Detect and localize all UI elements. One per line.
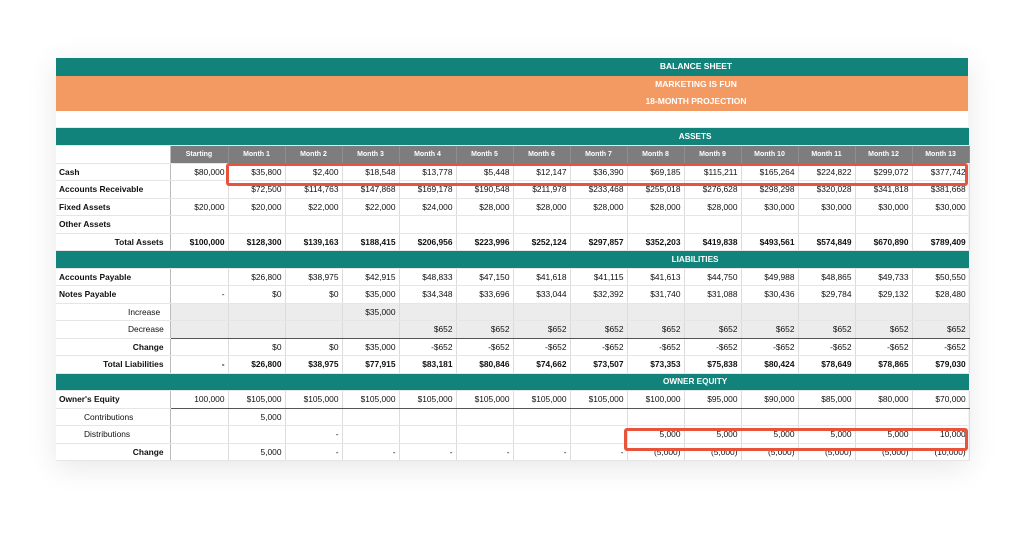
- column-header: Month 4: [399, 146, 456, 164]
- table-cell[interactable]: -: [170, 286, 228, 304]
- table-cell[interactable]: $36,390: [570, 163, 627, 181]
- table-cell[interactable]: $652: [912, 321, 969, 339]
- table-cell[interactable]: $29,132: [855, 286, 912, 304]
- table-cell[interactable]: $652: [684, 321, 741, 339]
- table-cell[interactable]: (5,000): [741, 443, 798, 461]
- table-cell[interactable]: $50,550: [912, 268, 969, 286]
- table-cell[interactable]: $105,000: [513, 391, 570, 409]
- table-cell[interactable]: [228, 216, 285, 234]
- table-cell[interactable]: $105,000: [456, 391, 513, 409]
- table-row: [56, 303, 969, 321]
- table-cell[interactable]: $78,649: [798, 356, 855, 374]
- table-cell[interactable]: $298,298: [741, 181, 798, 199]
- table-cell[interactable]: [741, 216, 798, 234]
- table-cell[interactable]: $352,203: [627, 233, 684, 251]
- table-cell[interactable]: -: [570, 443, 627, 461]
- table-cell[interactable]: [570, 426, 627, 444]
- table-row: [56, 321, 969, 339]
- table-cell[interactable]: $299,072: [855, 163, 912, 181]
- table-cell[interactable]: $72,500: [228, 181, 285, 199]
- table-cell[interactable]: -: [513, 443, 570, 461]
- table-cell[interactable]: [170, 216, 228, 234]
- table-cell[interactable]: $128,300: [228, 233, 285, 251]
- table-cell[interactable]: $79,030: [912, 356, 969, 374]
- table-cell[interactable]: -: [285, 426, 342, 444]
- table-cell[interactable]: $35,000: [342, 338, 399, 356]
- table-cell[interactable]: [170, 408, 228, 426]
- table-cell[interactable]: (5,000): [798, 443, 855, 461]
- table-cell[interactable]: $85,000: [798, 391, 855, 409]
- table-cell[interactable]: $20,000: [228, 198, 285, 216]
- table-cell[interactable]: [342, 321, 399, 339]
- table-row: [56, 233, 969, 251]
- table-cell[interactable]: [855, 216, 912, 234]
- table-cell[interactable]: $48,833: [399, 268, 456, 286]
- table-cell[interactable]: $105,000: [570, 391, 627, 409]
- table-cell[interactable]: $341,818: [855, 181, 912, 199]
- table-cell[interactable]: $652: [570, 321, 627, 339]
- table-cell[interactable]: [456, 426, 513, 444]
- table-cell[interactable]: [684, 216, 741, 234]
- row-label: Contributions: [56, 408, 170, 426]
- table-cell[interactable]: [170, 321, 228, 339]
- table-cell[interactable]: $26,800: [228, 268, 285, 286]
- table-cell[interactable]: [513, 426, 570, 444]
- table-cell[interactable]: $80,846: [456, 356, 513, 374]
- table-cell[interactable]: [342, 426, 399, 444]
- table-cell[interactable]: $73,507: [570, 356, 627, 374]
- table-cell[interactable]: $69,185: [627, 163, 684, 181]
- table-cell[interactable]: $80,000: [170, 163, 228, 181]
- table-cell[interactable]: $29,784: [798, 286, 855, 304]
- balance-sheet: [56, 58, 968, 461]
- table-cell[interactable]: $28,000: [627, 198, 684, 216]
- table-cell[interactable]: -$652: [513, 338, 570, 356]
- column-header: Month 11: [798, 146, 855, 164]
- column-header: Month 9: [684, 146, 741, 164]
- header-corner: [56, 146, 170, 164]
- table-cell[interactable]: $80,424: [741, 356, 798, 374]
- table-cell[interactable]: 5,000: [798, 426, 855, 444]
- table-cell[interactable]: $0: [228, 286, 285, 304]
- table-cell[interactable]: $105,000: [399, 391, 456, 409]
- table-cell[interactable]: $28,000: [570, 198, 627, 216]
- row-label: Increase: [56, 303, 170, 321]
- table-cell[interactable]: [513, 408, 570, 426]
- table-row: [56, 268, 969, 286]
- table-cell[interactable]: [570, 303, 627, 321]
- table-cell[interactable]: $276,628: [684, 181, 741, 199]
- table-cell[interactable]: 5,000: [855, 426, 912, 444]
- table-cell[interactable]: $77,915: [342, 356, 399, 374]
- table-cell[interactable]: $33,696: [456, 286, 513, 304]
- table-cell[interactable]: $419,838: [684, 233, 741, 251]
- column-header: Starting: [170, 146, 228, 164]
- table-cell[interactable]: [342, 216, 399, 234]
- table-cell[interactable]: $38,975: [285, 268, 342, 286]
- table-cell[interactable]: $90,000: [741, 391, 798, 409]
- table-cell[interactable]: $47,150: [456, 268, 513, 286]
- table-cell[interactable]: $574,849: [798, 233, 855, 251]
- table-cell[interactable]: $75,838: [684, 356, 741, 374]
- table-cell[interactable]: $31,088: [684, 286, 741, 304]
- table-cell[interactable]: [855, 408, 912, 426]
- projection-label: 18-MONTH PROJECTION: [56, 93, 968, 111]
- table-cell[interactable]: 5,000: [228, 408, 285, 426]
- table-row: [56, 443, 969, 461]
- sheet-title: BALANCE SHEET: [56, 58, 968, 76]
- table-cell[interactable]: $28,000: [684, 198, 741, 216]
- table-cell[interactable]: [285, 216, 342, 234]
- table-cell[interactable]: $670,890: [855, 233, 912, 251]
- table-cell[interactable]: -$652: [741, 338, 798, 356]
- table-cell[interactable]: $30,436: [741, 286, 798, 304]
- table-cell[interactable]: $34,348: [399, 286, 456, 304]
- table-cell[interactable]: $188,415: [342, 233, 399, 251]
- table-cell[interactable]: (5,000): [627, 443, 684, 461]
- table-cell[interactable]: $20,000: [170, 198, 228, 216]
- table-cell[interactable]: $31,740: [627, 286, 684, 304]
- table-cell[interactable]: $28,480: [912, 286, 969, 304]
- row-label: Notes Payable: [56, 286, 170, 304]
- table-cell[interactable]: [456, 408, 513, 426]
- table-cell[interactable]: $74,662: [513, 356, 570, 374]
- table-cell[interactable]: $30,000: [912, 198, 969, 216]
- table-cell[interactable]: [513, 216, 570, 234]
- table-cell[interactable]: $30,000: [855, 198, 912, 216]
- table-cell[interactable]: [741, 408, 798, 426]
- column-header: Month 7: [570, 146, 627, 164]
- table-cell[interactable]: $32,392: [570, 286, 627, 304]
- table-cell[interactable]: $30,000: [741, 198, 798, 216]
- row-label: Total Liabilities: [56, 356, 170, 374]
- table-cell[interactable]: $26,800: [228, 356, 285, 374]
- table-cell[interactable]: $165,264: [741, 163, 798, 181]
- table-cell[interactable]: 5,000: [684, 426, 741, 444]
- table-cell[interactable]: $48,865: [798, 268, 855, 286]
- table-cell[interactable]: -$652: [627, 338, 684, 356]
- table-cell[interactable]: $5,448: [456, 163, 513, 181]
- table-cell[interactable]: $233,468: [570, 181, 627, 199]
- table-cell[interactable]: -: [170, 356, 228, 374]
- table-cell[interactable]: [170, 181, 228, 199]
- table-cell[interactable]: $0: [285, 286, 342, 304]
- table-cell[interactable]: 5,000: [627, 426, 684, 444]
- table-cell[interactable]: $12,147: [513, 163, 570, 181]
- table-cell[interactable]: $652: [456, 321, 513, 339]
- table-cell[interactable]: 5,000: [741, 426, 798, 444]
- column-header: Month 12: [855, 146, 912, 164]
- table-cell[interactable]: $320,028: [798, 181, 855, 199]
- table-cell[interactable]: [170, 338, 228, 356]
- column-header-row: [56, 146, 969, 164]
- table-cell[interactable]: $41,618: [513, 268, 570, 286]
- table-cell[interactable]: $35,000: [342, 286, 399, 304]
- table-cell[interactable]: $789,409: [912, 233, 969, 251]
- column-header: Month 2: [285, 146, 342, 164]
- row-label: Change: [56, 338, 170, 356]
- equity-section-header: [56, 373, 969, 391]
- equity-section-title: OWNER EQUITY: [56, 373, 969, 391]
- table-row: [56, 198, 969, 216]
- table-cell[interactable]: $38,975: [285, 356, 342, 374]
- table-cell[interactable]: $105,000: [285, 391, 342, 409]
- table-cell[interactable]: [912, 216, 969, 234]
- liabilities-section-header: [56, 251, 969, 269]
- table-cell[interactable]: $206,956: [399, 233, 456, 251]
- table-cell[interactable]: -$652: [399, 338, 456, 356]
- table-cell[interactable]: $44,750: [684, 268, 741, 286]
- table-cell[interactable]: $147,868: [342, 181, 399, 199]
- table-cell[interactable]: $80,000: [855, 391, 912, 409]
- column-header: Month 1: [228, 146, 285, 164]
- table-cell[interactable]: $83,181: [399, 356, 456, 374]
- table-cell[interactable]: [399, 216, 456, 234]
- table-cell[interactable]: $115,211: [684, 163, 741, 181]
- column-header: Month 13: [912, 146, 969, 164]
- table-row: [56, 181, 969, 199]
- row-label: Decrease: [56, 321, 170, 339]
- table-cell[interactable]: $18,548: [342, 163, 399, 181]
- column-header: Month 5: [456, 146, 513, 164]
- table-row: [56, 163, 969, 181]
- table-cell[interactable]: [798, 216, 855, 234]
- table-cell[interactable]: -$652: [912, 338, 969, 356]
- blank-row[interactable]: [56, 111, 968, 129]
- table-cell[interactable]: $224,822: [798, 163, 855, 181]
- table-cell[interactable]: $100,000: [170, 233, 228, 251]
- balance-grid: [56, 128, 970, 461]
- table-cell[interactable]: [228, 303, 285, 321]
- table-cell[interactable]: $95,000: [684, 391, 741, 409]
- row-label: Owner's Equity: [56, 391, 170, 409]
- table-cell[interactable]: $28,000: [513, 198, 570, 216]
- table-cell[interactable]: $22,000: [285, 198, 342, 216]
- assets-section-header: [56, 128, 969, 146]
- table-row: [56, 426, 969, 444]
- table-row: [56, 338, 969, 356]
- row-label: Accounts Payable: [56, 268, 170, 286]
- row-label: Distributions: [56, 426, 170, 444]
- table-cell[interactable]: (5,000): [684, 443, 741, 461]
- table-cell[interactable]: [285, 303, 342, 321]
- table-cell[interactable]: [513, 303, 570, 321]
- row-label: Cash: [56, 163, 170, 181]
- table-cell[interactable]: [285, 321, 342, 339]
- column-header: Month 3: [342, 146, 399, 164]
- table-cell[interactable]: $73,353: [627, 356, 684, 374]
- table-cell[interactable]: 100,000: [170, 391, 228, 409]
- table-cell[interactable]: [170, 303, 228, 321]
- table-cell[interactable]: $297,857: [570, 233, 627, 251]
- table-cell[interactable]: $30,000: [798, 198, 855, 216]
- table-cell[interactable]: $41,115: [570, 268, 627, 286]
- column-header: Month 6: [513, 146, 570, 164]
- table-cell[interactable]: $255,018: [627, 181, 684, 199]
- table-cell[interactable]: [399, 408, 456, 426]
- table-cell[interactable]: -: [456, 443, 513, 461]
- row-label: Fixed Assets: [56, 198, 170, 216]
- table-cell[interactable]: $190,548: [456, 181, 513, 199]
- table-cell[interactable]: $652: [513, 321, 570, 339]
- table-cell[interactable]: $78,865: [855, 356, 912, 374]
- table-cell[interactable]: [570, 408, 627, 426]
- table-cell[interactable]: $41,613: [627, 268, 684, 286]
- table-cell[interactable]: [170, 426, 228, 444]
- table-cell[interactable]: $49,733: [855, 268, 912, 286]
- table-row: [56, 408, 969, 426]
- table-cell[interactable]: $493,561: [741, 233, 798, 251]
- table-cell[interactable]: $381,668: [912, 181, 969, 199]
- company-name: MARKETING IS FUN: [56, 76, 968, 94]
- table-cell[interactable]: [912, 303, 969, 321]
- table-cell[interactable]: (10,000): [912, 443, 969, 461]
- table-cell[interactable]: $139,163: [285, 233, 342, 251]
- table-cell[interactable]: [456, 216, 513, 234]
- table-cell[interactable]: [912, 408, 969, 426]
- table-cell[interactable]: $24,000: [399, 198, 456, 216]
- table-cell[interactable]: $2,400: [285, 163, 342, 181]
- table-cell[interactable]: [170, 268, 228, 286]
- table-cell[interactable]: [627, 408, 684, 426]
- table-row: [56, 356, 969, 374]
- table-cell[interactable]: -$652: [798, 338, 855, 356]
- table-cell[interactable]: -$652: [855, 338, 912, 356]
- table-cell[interactable]: 10,000: [912, 426, 969, 444]
- liabilities-section-title: LIABILITIES: [56, 251, 969, 269]
- table-cell[interactable]: $652: [798, 321, 855, 339]
- table-cell[interactable]: $223,996: [456, 233, 513, 251]
- table-cell[interactable]: $35,800: [228, 163, 285, 181]
- table-cell[interactable]: $49,988: [741, 268, 798, 286]
- table-cell[interactable]: [684, 303, 741, 321]
- table-cell[interactable]: [170, 443, 228, 461]
- row-label: Accounts Receivable: [56, 181, 170, 199]
- table-cell[interactable]: $13,778: [399, 163, 456, 181]
- table-cell[interactable]: $252,124: [513, 233, 570, 251]
- table-cell[interactable]: [798, 408, 855, 426]
- table-cell[interactable]: (5,000): [855, 443, 912, 461]
- row-label: Other Assets: [56, 216, 170, 234]
- table-cell[interactable]: [399, 426, 456, 444]
- row-label: Change: [56, 443, 170, 461]
- row-label: Total Assets: [56, 233, 170, 251]
- table-cell[interactable]: [228, 321, 285, 339]
- table-cell[interactable]: $22,000: [342, 198, 399, 216]
- table-cell[interactable]: -$652: [570, 338, 627, 356]
- table-cell[interactable]: $211,978: [513, 181, 570, 199]
- table-cell[interactable]: -$652: [684, 338, 741, 356]
- table-cell[interactable]: $42,915: [342, 268, 399, 286]
- table-cell[interactable]: $105,000: [342, 391, 399, 409]
- table-cell[interactable]: [741, 303, 798, 321]
- table-cell[interactable]: -$652: [456, 338, 513, 356]
- table-cell[interactable]: [684, 408, 741, 426]
- table-cell[interactable]: -: [285, 443, 342, 461]
- table-row: [56, 216, 969, 234]
- table-cell[interactable]: [855, 303, 912, 321]
- table-cell[interactable]: [342, 408, 399, 426]
- table-cell[interactable]: $652: [399, 321, 456, 339]
- table-cell[interactable]: $114,763: [285, 181, 342, 199]
- table-cell[interactable]: $652: [855, 321, 912, 339]
- table-cell[interactable]: $652: [741, 321, 798, 339]
- table-cell[interactable]: [228, 426, 285, 444]
- table-cell[interactable]: $0: [228, 338, 285, 356]
- table-row: [56, 391, 969, 409]
- table-cell[interactable]: [798, 303, 855, 321]
- table-cell[interactable]: $28,000: [456, 198, 513, 216]
- table-cell[interactable]: [399, 303, 456, 321]
- table-cell[interactable]: [627, 303, 684, 321]
- table-cell[interactable]: $33,044: [513, 286, 570, 304]
- table-cell[interactable]: $70,000: [912, 391, 969, 409]
- table-cell[interactable]: $100,000: [627, 391, 684, 409]
- table-cell[interactable]: $169,178: [399, 181, 456, 199]
- table-cell[interactable]: $652: [627, 321, 684, 339]
- table-cell[interactable]: $0: [285, 338, 342, 356]
- table-cell[interactable]: [570, 216, 627, 234]
- table-cell[interactable]: [285, 408, 342, 426]
- table-cell[interactable]: -: [399, 443, 456, 461]
- table-cell[interactable]: $105,000: [228, 391, 285, 409]
- table-cell[interactable]: 5,000: [228, 443, 285, 461]
- table-cell[interactable]: -: [342, 443, 399, 461]
- column-header: Month 10: [741, 146, 798, 164]
- table-cell[interactable]: [627, 216, 684, 234]
- table-row: [56, 286, 969, 304]
- table-cell[interactable]: [456, 303, 513, 321]
- table-cell[interactable]: $377,742: [912, 163, 969, 181]
- assets-section-title: ASSETS: [56, 128, 969, 146]
- table-cell[interactable]: $35,000: [342, 303, 399, 321]
- column-header: Month 8: [627, 146, 684, 164]
